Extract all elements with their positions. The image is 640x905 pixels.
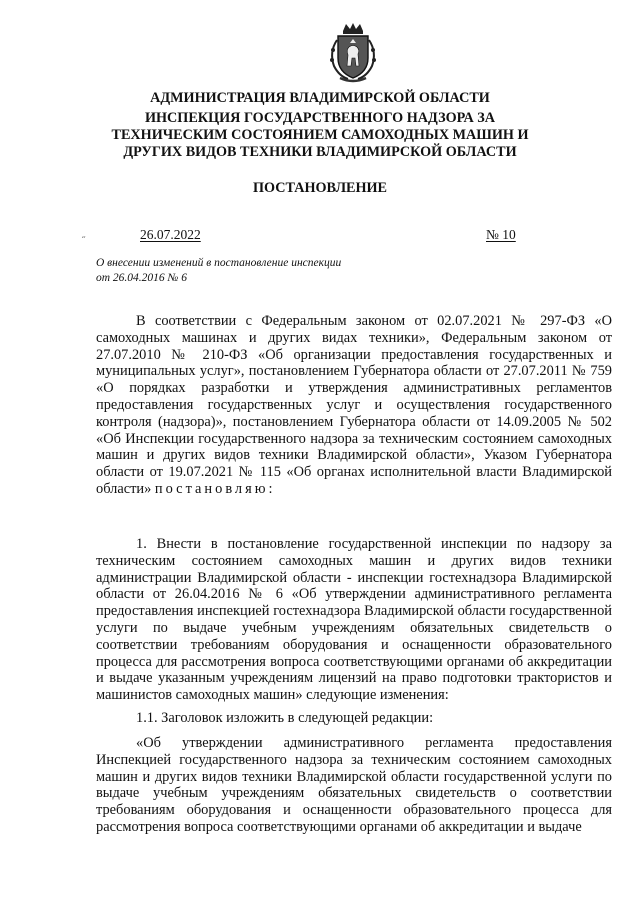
coat-of-arms-icon [326, 22, 380, 84]
decree-word: постановляю: [154, 480, 276, 497]
inspection-title: ИНСПЕКЦИЯ ГОСУДАРСТВЕННОГО НАДЗОРА ЗА ТЕХНИЧЕСКИМ СОСТОЯНИЕМ САМОХОДНЫХ МАШИН И ДРУГИХ ВИДОВ ТЕХНИКИ ВЛАДИМИРСКОЙ ОБЛАСТИ [111, 110, 529, 160]
quoted-title-paragraph: «Об утверждении административного регламента предоставления Инспекцией государственного надзора за техническим состоянием самоходных машин и других видов техники Владимирской области государственной услуги по выдаче учебным учреждениям обязательных свидетельств о соответствии требованиям оборудования и оснащенности образовательного процесса для рассмотрения вопроса соответствующими органами об аккредитации и выдаче [96, 735, 612, 835]
document-date: 26.07.2022 [140, 227, 201, 242]
document-subject: О внесении изменений в постановление инспекции от 26.04.2016 № 6 [96, 257, 342, 284]
preamble-text: В соответствии с Федеральным законом от 02.07.2021 № 297-ФЗ «О самоходных машинах и других видах техники», Федеральным законом от 27.07.2010 № 210-ФЗ «Об организации предоставления государственных и муниципальных услуг», постановлением Губернатора области от 27.07.2011 № 759 «О порядках разработки и утверждения административных регламентов предоставления государственных услуг и осуществления государственного контроля (надзора)», постановлением Губернатора области от 14.09.2005 № 502 «Об Инспекции государственного надзора за техническим состоянием самоходных машин и других видов техники Владимирской области», Указом Губернатора области от 19.07.2021 № 115 «Об органах исполнительной власти Владимирской области» [96, 313, 612, 497]
preamble-paragraph [96, 313, 612, 498]
administration-title: АДМИНИСТРАЦИЯ ВЛАДИМИРСКОЙ ОБЛАСТИ [150, 90, 490, 106]
margin-mark: ˝ [82, 236, 86, 247]
item-1-1-paragraph: 1.1. Заголовок изложить в следующей редакции: [136, 710, 434, 726]
document-type-title: ПОСТАНОВЛЕНИЕ [252, 180, 388, 196]
document-number: № 10 [486, 227, 516, 242]
item-1-paragraph: 1. Внести в постановление государственной инспекции по надзору за техническим состоянием самоходных машин и других видов техники администрации Владимирской области - инспекции гостехнадзора Владимирской области от 26.04.2016 № 6 «Об утверждении административного регламента предоставления инспекцией гостехнадзора Владимирской области государственной услуги по выдаче учебным учреждениям обязательных свидетельств о соответствии требованиям оборудования и оснащенности образовательного процесса для рассмотрения вопроса соответствующими органами об аккредитации и выдаче указанным учреждениям лицензий на право подготовки трактористов и машинистов самоходных машин» следующие изменения: [96, 536, 612, 704]
